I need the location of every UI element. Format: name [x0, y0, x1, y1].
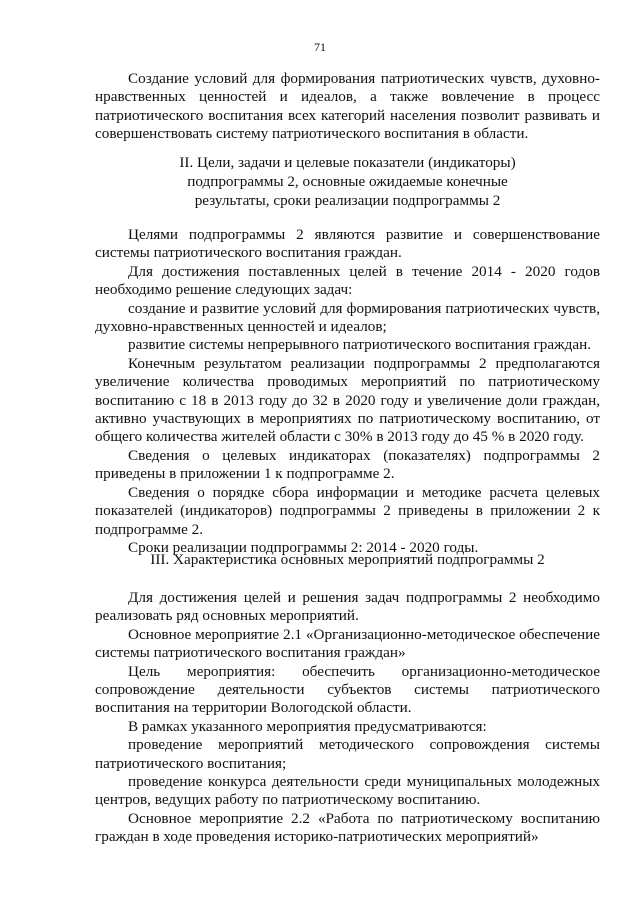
- paragraph: проведение мероприятий методического сопровождения системы патриотического воспитания;: [95, 736, 600, 772]
- paragraph: проведение конкурса деятельности среди муниципальных молодежных центров, ведущих работу по патриотическому воспитанию.: [95, 773, 600, 809]
- section-2-body: [95, 226, 600, 557]
- section-3-body: [95, 589, 600, 847]
- paragraph: В рамках указанного мероприятия предусматриваются:: [128, 717, 487, 735]
- paragraph: Для достижения целей и решения задач подпрограммы 2 необходимо реализовать ряд основных мероприятий.: [95, 589, 600, 625]
- paragraph: Сведения о порядке сбора информации и методике расчета целевых показателей (индикаторов) подпрограммы 2 приведены в приложении 2 к подпрограмме 2.: [95, 483, 600, 538]
- page-number: 71: [314, 40, 326, 54]
- paragraph: Основное мероприятие 2.1 «Организационно-методическое обеспечение системы патриотического воспитания граждан»: [95, 625, 600, 662]
- section-2-heading-line: подпрограммы 2, основные ожидаемые конечные: [187, 173, 508, 190]
- section-2-heading-line: II. Цели, задачи и целевые показатели (индикаторы): [179, 154, 516, 171]
- intro-paragraph: Создание условий для формирования патриотических чувств, духовно-нравственных ценностей и идеалов, а также вовлечение в процесс патриотического воспитания всех категорий населения позволит развивать и совершенствовать систему патриотического воспитания в области.: [95, 70, 600, 143]
- paragraph: развитие системы непрерывного патриотического воспитания граждан.: [128, 336, 592, 354]
- paragraph: Цель мероприятия: обеспечить организационно-методическое сопровождение деятельности субъектов системы патриотического воспитания на территории Вологодской области.: [95, 662, 600, 717]
- section-3-heading: III. Характеристика основных мероприятий подпрограммы 2: [150, 551, 545, 568]
- section-2-heading-line: результаты, сроки реализации подпрограммы 2: [194, 192, 501, 209]
- paragraph: Основное мероприятие 2.2 «Работа по патриотическому воспитанию граждан в ходе проведения историко-патриотических мероприятий»: [95, 809, 600, 846]
- paragraph: Для достижения поставленных целей в течение 2014 - 2020 годов необходимо решение следующих задач:: [95, 262, 600, 299]
- intro-block: [95, 70, 600, 144]
- paragraph: Конечным результатом реализации подпрограммы 2 предполагаются увеличение количества проводимых мероприятий по патриотическому воспитанию с 18 в 2013 году до 32 в 2020 году и увеличение доли граждан, активно участвующих в мероприятиях по патриотическому воспитанию, от общего количества жителей области с 30% в 2013 году до 45 % в 2020 году.: [95, 354, 600, 446]
- paragraph: Целями подпрограммы 2 являются развитие и совершенствование системы патриотического воспитания граждан.: [95, 226, 600, 262]
- section-2-heading: [95, 153, 600, 210]
- paragraph: Сроки реализации подпрограммы 2: 2014 - 2020 годы.: [128, 538, 479, 556]
- paragraph: Сведения о целевых индикаторах (показателях) подпрограммы 2 приведены в приложении 1 к подпрограмме 2.: [95, 446, 600, 483]
- paragraph: создание и развитие условий для формирования патриотических чувств, духовно-нравственных ценностей и идеалов;: [95, 299, 600, 336]
